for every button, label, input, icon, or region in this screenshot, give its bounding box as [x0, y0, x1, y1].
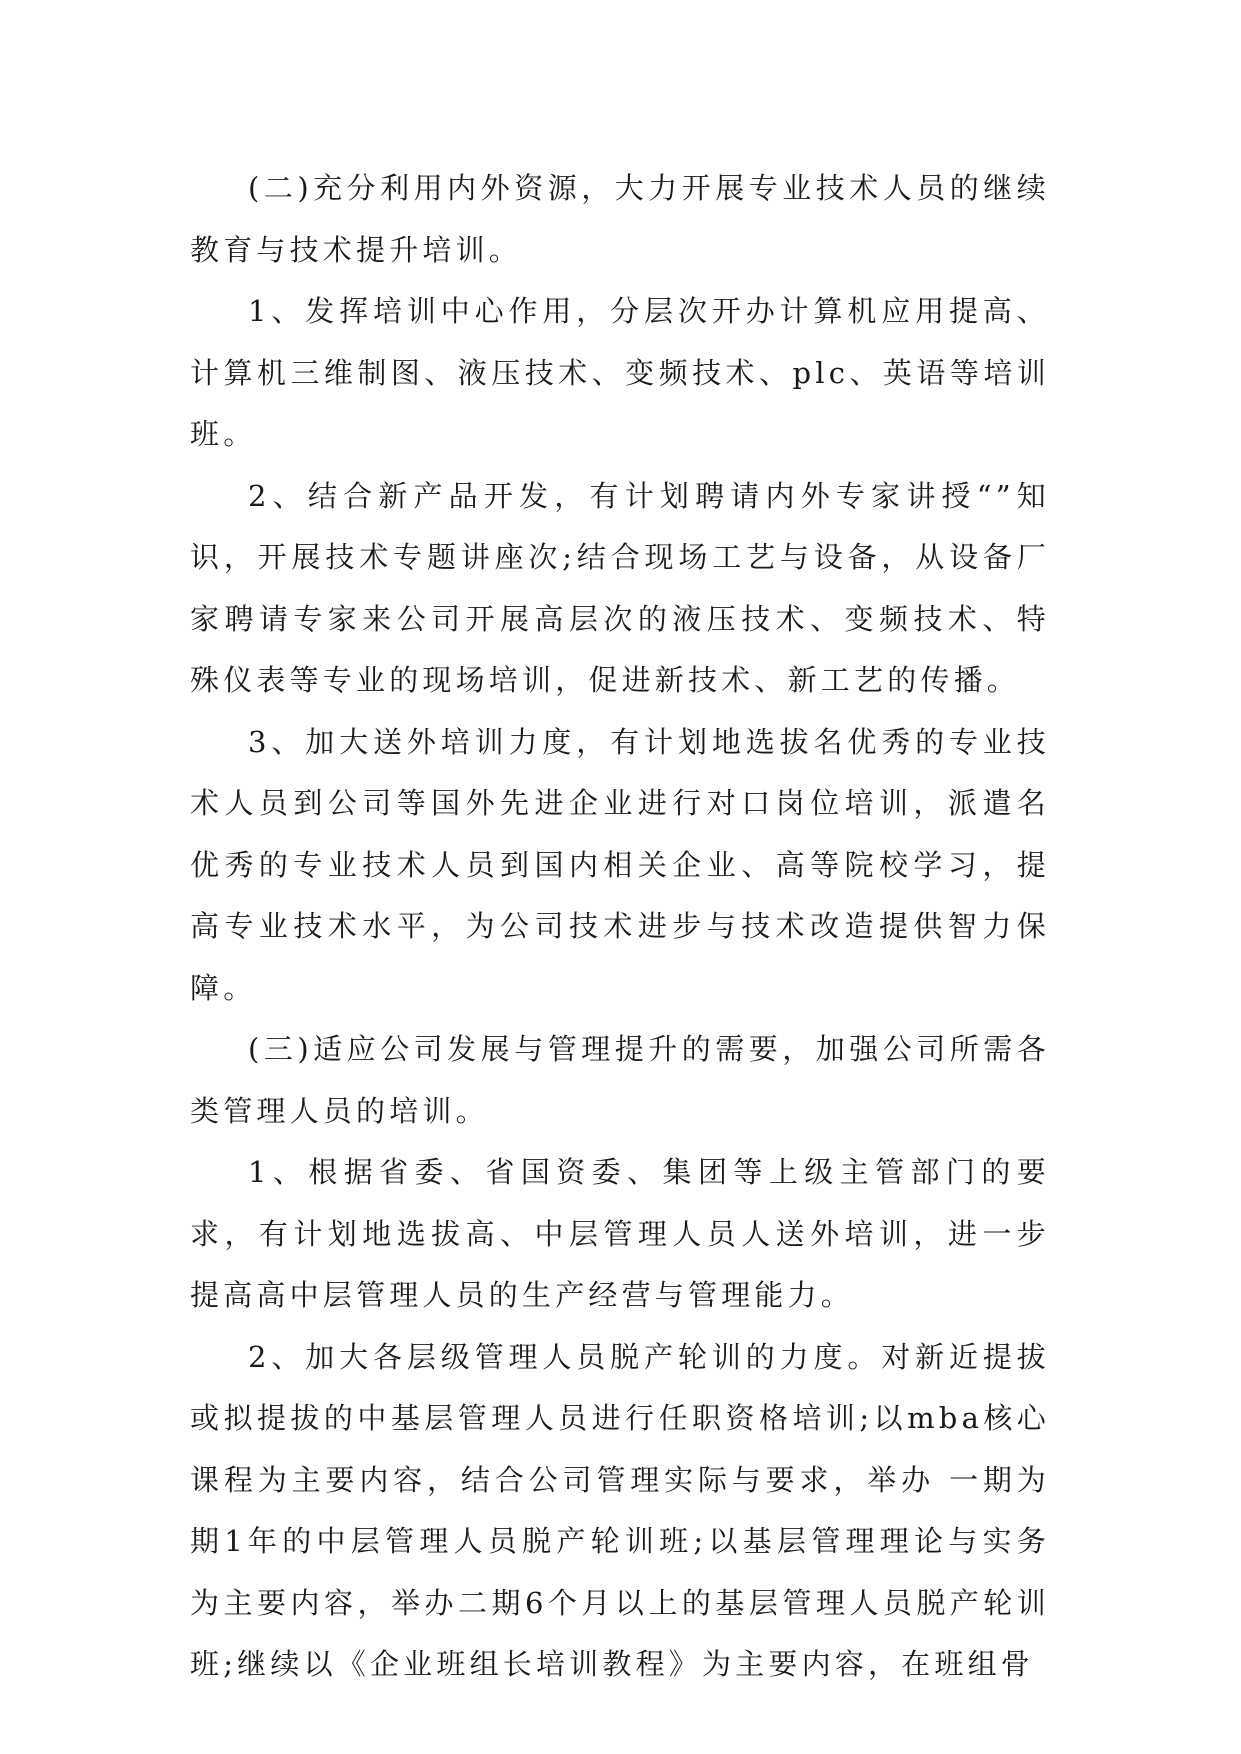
paragraph-section-two-heading: (二)充分利用内外资源，大力开展专业技术人员的继续教育与技术提升培训。	[190, 171, 1050, 267]
document-body	[190, 158, 1050, 1696]
paragraph-item-1-training-center: 1、发挥培训中心作用，分层次开办计算机应用提高、计算机三维制图、液压技术、变频技术、plc、英语等培训班。	[190, 294, 1050, 451]
paragraph-item-1-senior-managers: 1、根据省委、省国资委、集团等上级主管部门的要求，有计划地选拔高、中层管理人员人送外培训，进一步提高高中层管理人员的生产经营与管理能力。	[190, 1155, 1050, 1312]
paragraph-item-2-new-products: 2、结合新产品开发，有计划聘请内外专家讲授“”知识，开展技术专题讲座次;结合现场工艺与设备，从设备厂家聘请专家来公司开展高层次的液压技术、变频技术、特殊仪表等专业的现场培训，促进新技术、新工艺的传播。	[190, 478, 1050, 697]
paragraph-item-2-manager-rotation: 2、加大各层级管理人员脱产轮训的力度。对新近提拔或拟提拔的中基层管理人员进行任职资格培训;以mba核心课程为主要内容，结合公司管理实际与要求，举办 一期为期1年的中层管理人员脱产轮训班;以基层管理理论与实务为主要内容，举办二期6个月以上的基层管理人员脱产轮训班;继续以《企业班组长培训教程》为主要内容，在班组骨	[190, 1339, 1050, 1681]
paragraph-item-3-external-training: 3、加大送外培训力度，有计划地选拔名优秀的专业技术人员到公司等国外先进企业进行对口岗位培训，派遣名优秀的专业技术人员到国内相关企业、高等院校学习，提高专业技术水平，为公司技术进步与技术改造提供智力保障。	[190, 724, 1050, 1005]
paragraph-section-three-heading: (三)适应公司发展与管理提升的需要，加强公司所需各类管理人员的培训。	[190, 1032, 1050, 1128]
